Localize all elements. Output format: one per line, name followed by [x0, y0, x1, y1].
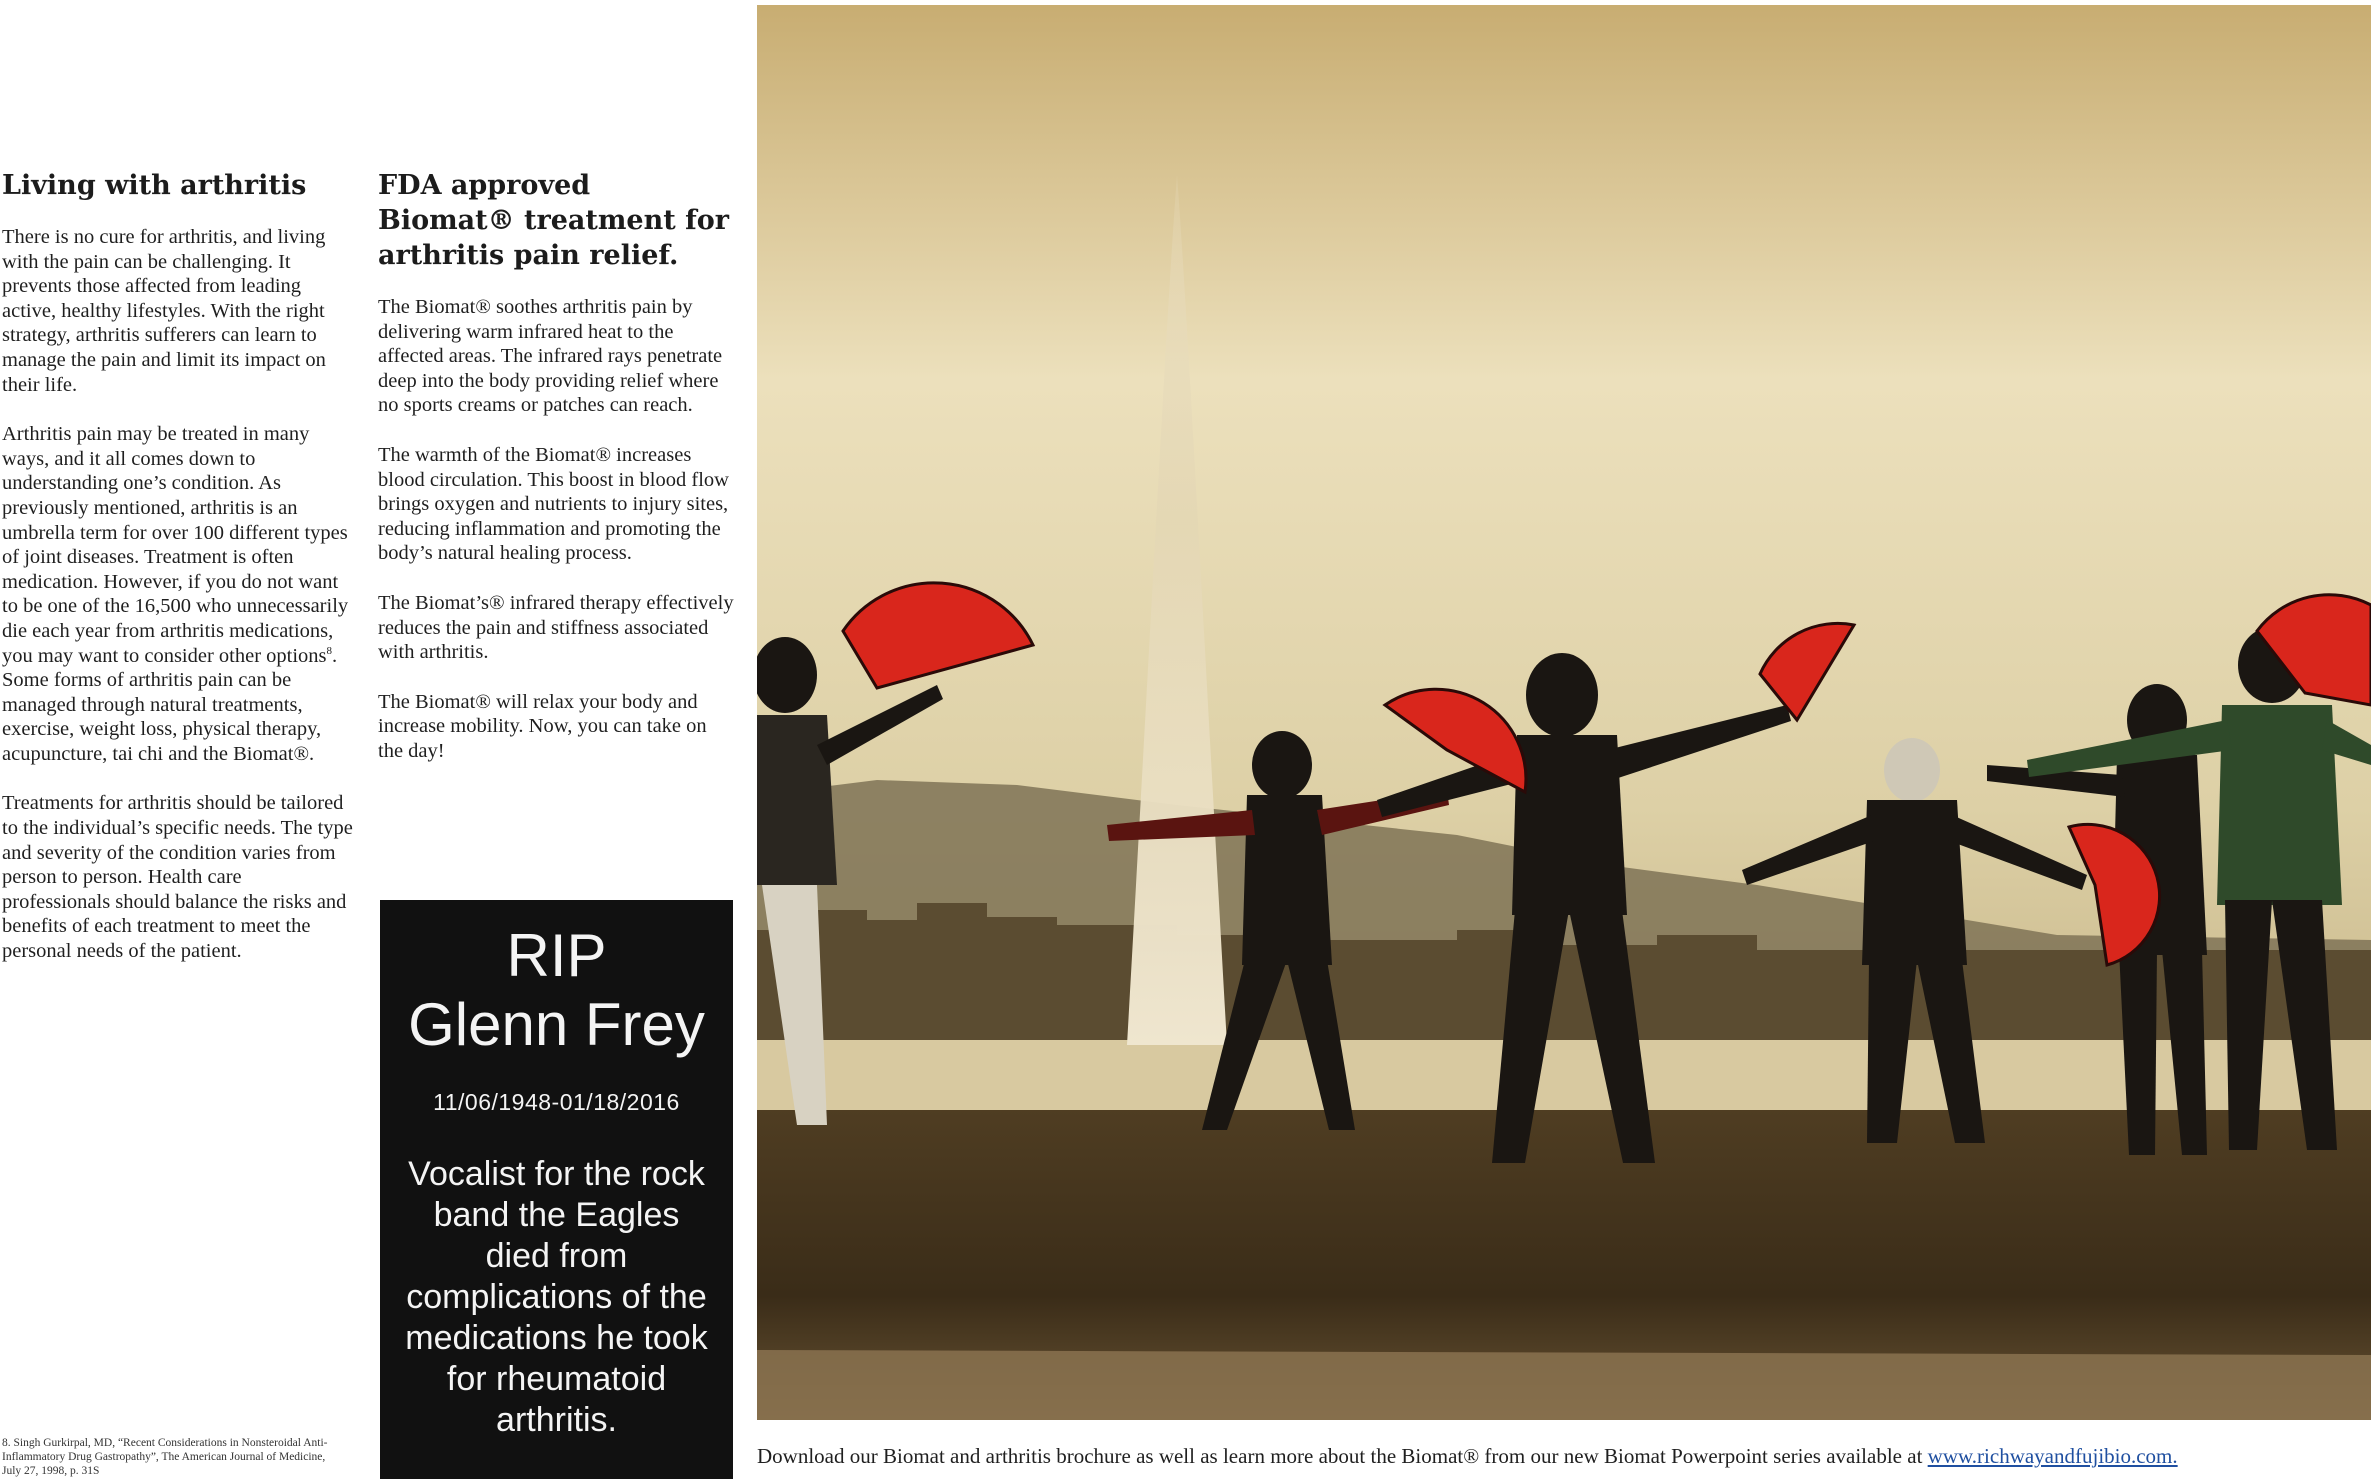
download-note [757, 1443, 2371, 1469]
tribute-bio: Vocalist for the rock band the Eagles died from complications of the medications he took for rheumatoid arthritis. [405, 1155, 708, 1439]
section-heading-living-with-arthritis: Living with arthritis [2, 170, 307, 201]
paragraph: There is no cure for arthritis, and living with the pain can be challenging. It prevents those affected from leading active, healthy lifestyles. With the right strategy, arthritis sufferers can learn to manage the pain and limit its impact on their life. [2, 226, 326, 396]
left-column [2, 168, 354, 989]
section-heading-biomat-treatment: FDA approved Biomat® treatment for arthritis pain relief. [378, 170, 729, 271]
tribute-title: RIP [506, 922, 607, 989]
paragraph: The warmth of the Biomat® increases blood circulation. This boost in blood flow brings oxygen and nutrients to injury sites, reducing inflammation and promoting the body’s natural healing process. [378, 443, 729, 565]
paragraph-text: . Some forms of arthritis pain can be managed through natural treatments, exercise, weight loss, physical therapy, acupuncture, tai chi and the Biomat®. [2, 644, 338, 765]
tai-chi-fan-photo [757, 5, 2371, 1420]
download-text: Download our Biomat and arthritis brochure as well as learn more about the Biomat® from our new Biomat Powerpoint series available at [757, 1444, 1928, 1468]
photo-illustration [757, 5, 2371, 1420]
footnote-reference: 8 [326, 644, 333, 657]
paragraph-treatment-options [2, 422, 354, 766]
website-link[interactable]: www.richwayandfujibio.com. [1927, 1444, 2178, 1468]
paragraph: The Biomat® will relax your body and increase mobility. Now, you can take on the day! [378, 690, 707, 762]
paragraph: The Biomat® soothes arthritis pain by delivering warm infrared heat to the affected areas. The infrared rays penetrate deep into the body providing relief where no sports creams or patches can reach. [378, 296, 723, 417]
right-text-column [378, 168, 734, 789]
tribute-box [380, 900, 733, 1479]
tribute-dates: 11/06/1948-01/18/2016 [433, 1089, 680, 1115]
paragraph: The Biomat’s® infrared therapy effectively reduces the pain and stiffness associated with arthritis. [378, 591, 734, 664]
tribute-name: Glenn Frey [408, 991, 705, 1058]
paragraph-text: Arthritis pain may be treated in many ways, and it all comes down to understanding one’s condition. As previously mentioned, arthritis is an umbrella term for over 100 different types of joint diseases. Treatment is often medication. However, if you do not want to be one of the 16,500 who unnecessarily die each year from arthritis medications, you may want to consider other options [2, 423, 349, 667]
footnote: 8. Singh Gurkirpal, MD, “Recent Considerations in Nonsteroidal Anti-Inflammatory Drug Gastropathy”, The American Journal of Medicine, July 27, 1998, p. 31S [2, 1437, 328, 1477]
paragraph: Treatments for arthritis should be tailored to the individual’s specific needs. The type and severity of the condition varies from person to person. Health care professionals should balance the risks and benefits of each treatment to meet the personal needs of the patient. [2, 792, 353, 963]
